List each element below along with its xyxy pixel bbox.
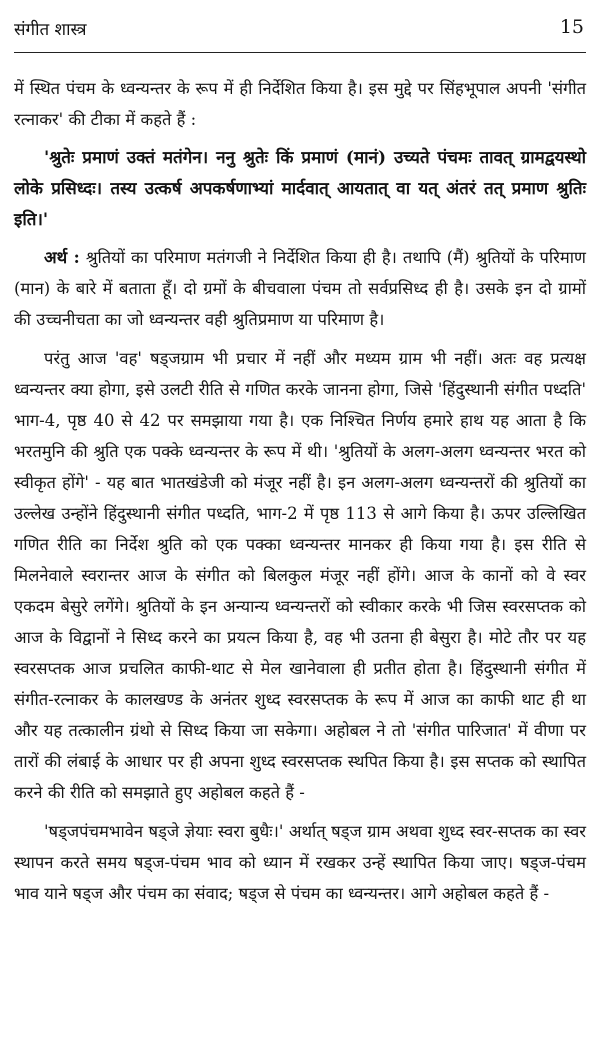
page-number: 15 [559, 16, 584, 38]
page-content [14, 73, 586, 909]
page-header [14, 14, 586, 53]
paragraph-intro: में स्थित पंचम के ध्वन्यन्तर के रूप में ही निर्देशित किया है। इस मुद्दे पर सिंहभूपाल अपनी 'संगीत रत्नाकर' की टीका में कहते हैं : [14, 79, 586, 129]
meaning-text: श्रुतियों का परिमाण मतंगजी ने निर्देशित किया ही है। तथापि (मैं) श्रुतियों के परिमाण (मान) के बारे में बताता हूँ। दो ग्रमों के बीचवाला पंचम तो सर्वप्रसिध्द ही है। उसके इन दो ग्रामों की उच्चनीचता का जो ध्वन्यन्तर वही श्रुतिप्रमाण या परिमाण है। [14, 248, 586, 329]
paragraph-ahobal: 'षड्जपंचमभावेन षड्जे ज्ञेयाः स्वरा बुधैः।' अर्थात् षड्ज ग्राम अथवा शुध्द स्वर-सप्तक का स्वर स्थापन करते समय षड्ज-पंचम भाव को ध्यान में रखकर उन्हें स्थापित किया जाए। षड्ज-पंचम भाव याने षड्ज और पंचम का संवाद; षड्ज से पंचम का ध्वन्यन्तर। आगे अहोबल कहते हैं - [14, 822, 586, 903]
meaning-label: अर्थ : [44, 248, 80, 267]
paragraph-main: परंतु आज 'वह' षड्जग्राम भी प्रचार में नहीं और मध्यम ग्राम भी नहीं। अतः वह प्रत्यक्ष ध्वन्यन्तर क्या होगा, इसे उलटी रीति से गणित करके जानना होगा, जिसे 'हिंदुस्थानी संगीत पध्दति' भाग-4, पृष्ठ 40 से 42 पर समझाया गया है। एक निश्चित निर्णय हमारे हाथ यह आता है कि भरतमुनि की श्रुति एक पक्के ध्वन्यन्तर के रूप में थी। 'श्रुतियों के अलग-अलग ध्वन्यन्तर भरत को स्वीकृत होंगे' - यह बात भातखंडेजी को मंजूर नहीं है। इन अलग-अलग ध्वन्यन्तरों की श्रुतियों का उल्लेख उन्होंने हिंदुस्थानी संगीत पध्दति, भाग-2 में पृष्ठ 113 से आगे किया है। ऊपर उल्लिखित गणित रीति का निर्देश श्रुति को एक पक्का ध्वन्यन्तर मानकर ही किया गया है। इस रीति से मिलनेवाले स्वरान्तर आज के संगीत को बिलकुल मंजूर नहीं होंगे। आज के कानों को वे स्वर एकदम बेसुरे लगेंगे। श्रुतियों के इन अन्यान्य ध्वन्यन्तरों को स्वीकार करके भी जिस स्वरसप्तक को आज के विद्वानों ने सिध्द करने का प्रयत्न किया है, वह भी उतना ही बेसुरा है। मोटे तौर पर यह स्वरसप्तक आज प्रचलित काफी-थाट से मेल खानेवाला ही प्रतीत होता है। हिंदुस्थानी संगीत में संगीत-रत्नाकर के कालखण्ड के अनंतर शुध्द स्वरसप्तक के रूप में आज का काफी थाट ही था और यह तत्कालीन ग्रंथो से सिध्द किया जा सकेगा। अहोबल ने तो 'संगीत पारिजात' में वीणा पर तारों की लंबाई के आधार पर ही अपना शुध्द स्वरसप्तक स्थपित किया है। इस सप्तक को स्थापित करने की रीति को समझाते हुए अहोबल कहते हैं - [14, 349, 586, 802]
paragraph-meaning [14, 242, 586, 335]
book-title: संगीत शास्त्र [14, 20, 87, 40]
sanskrit-quote: 'श्रुतेः प्रमाणं उक्तं मतंगेन। ननु श्रुतेः किं प्रमाणं (मानं) उच्यते पंचमः तावत् ग्रामद्वयस्थो लोके प्रसिध्दः। तस्य उत्कर्ष अपकर्षणाभ्यां मार्दवात् आयतात् वा यत् अंतरं तत् प्रमाण श्रुतिः इति।' [14, 148, 586, 230]
